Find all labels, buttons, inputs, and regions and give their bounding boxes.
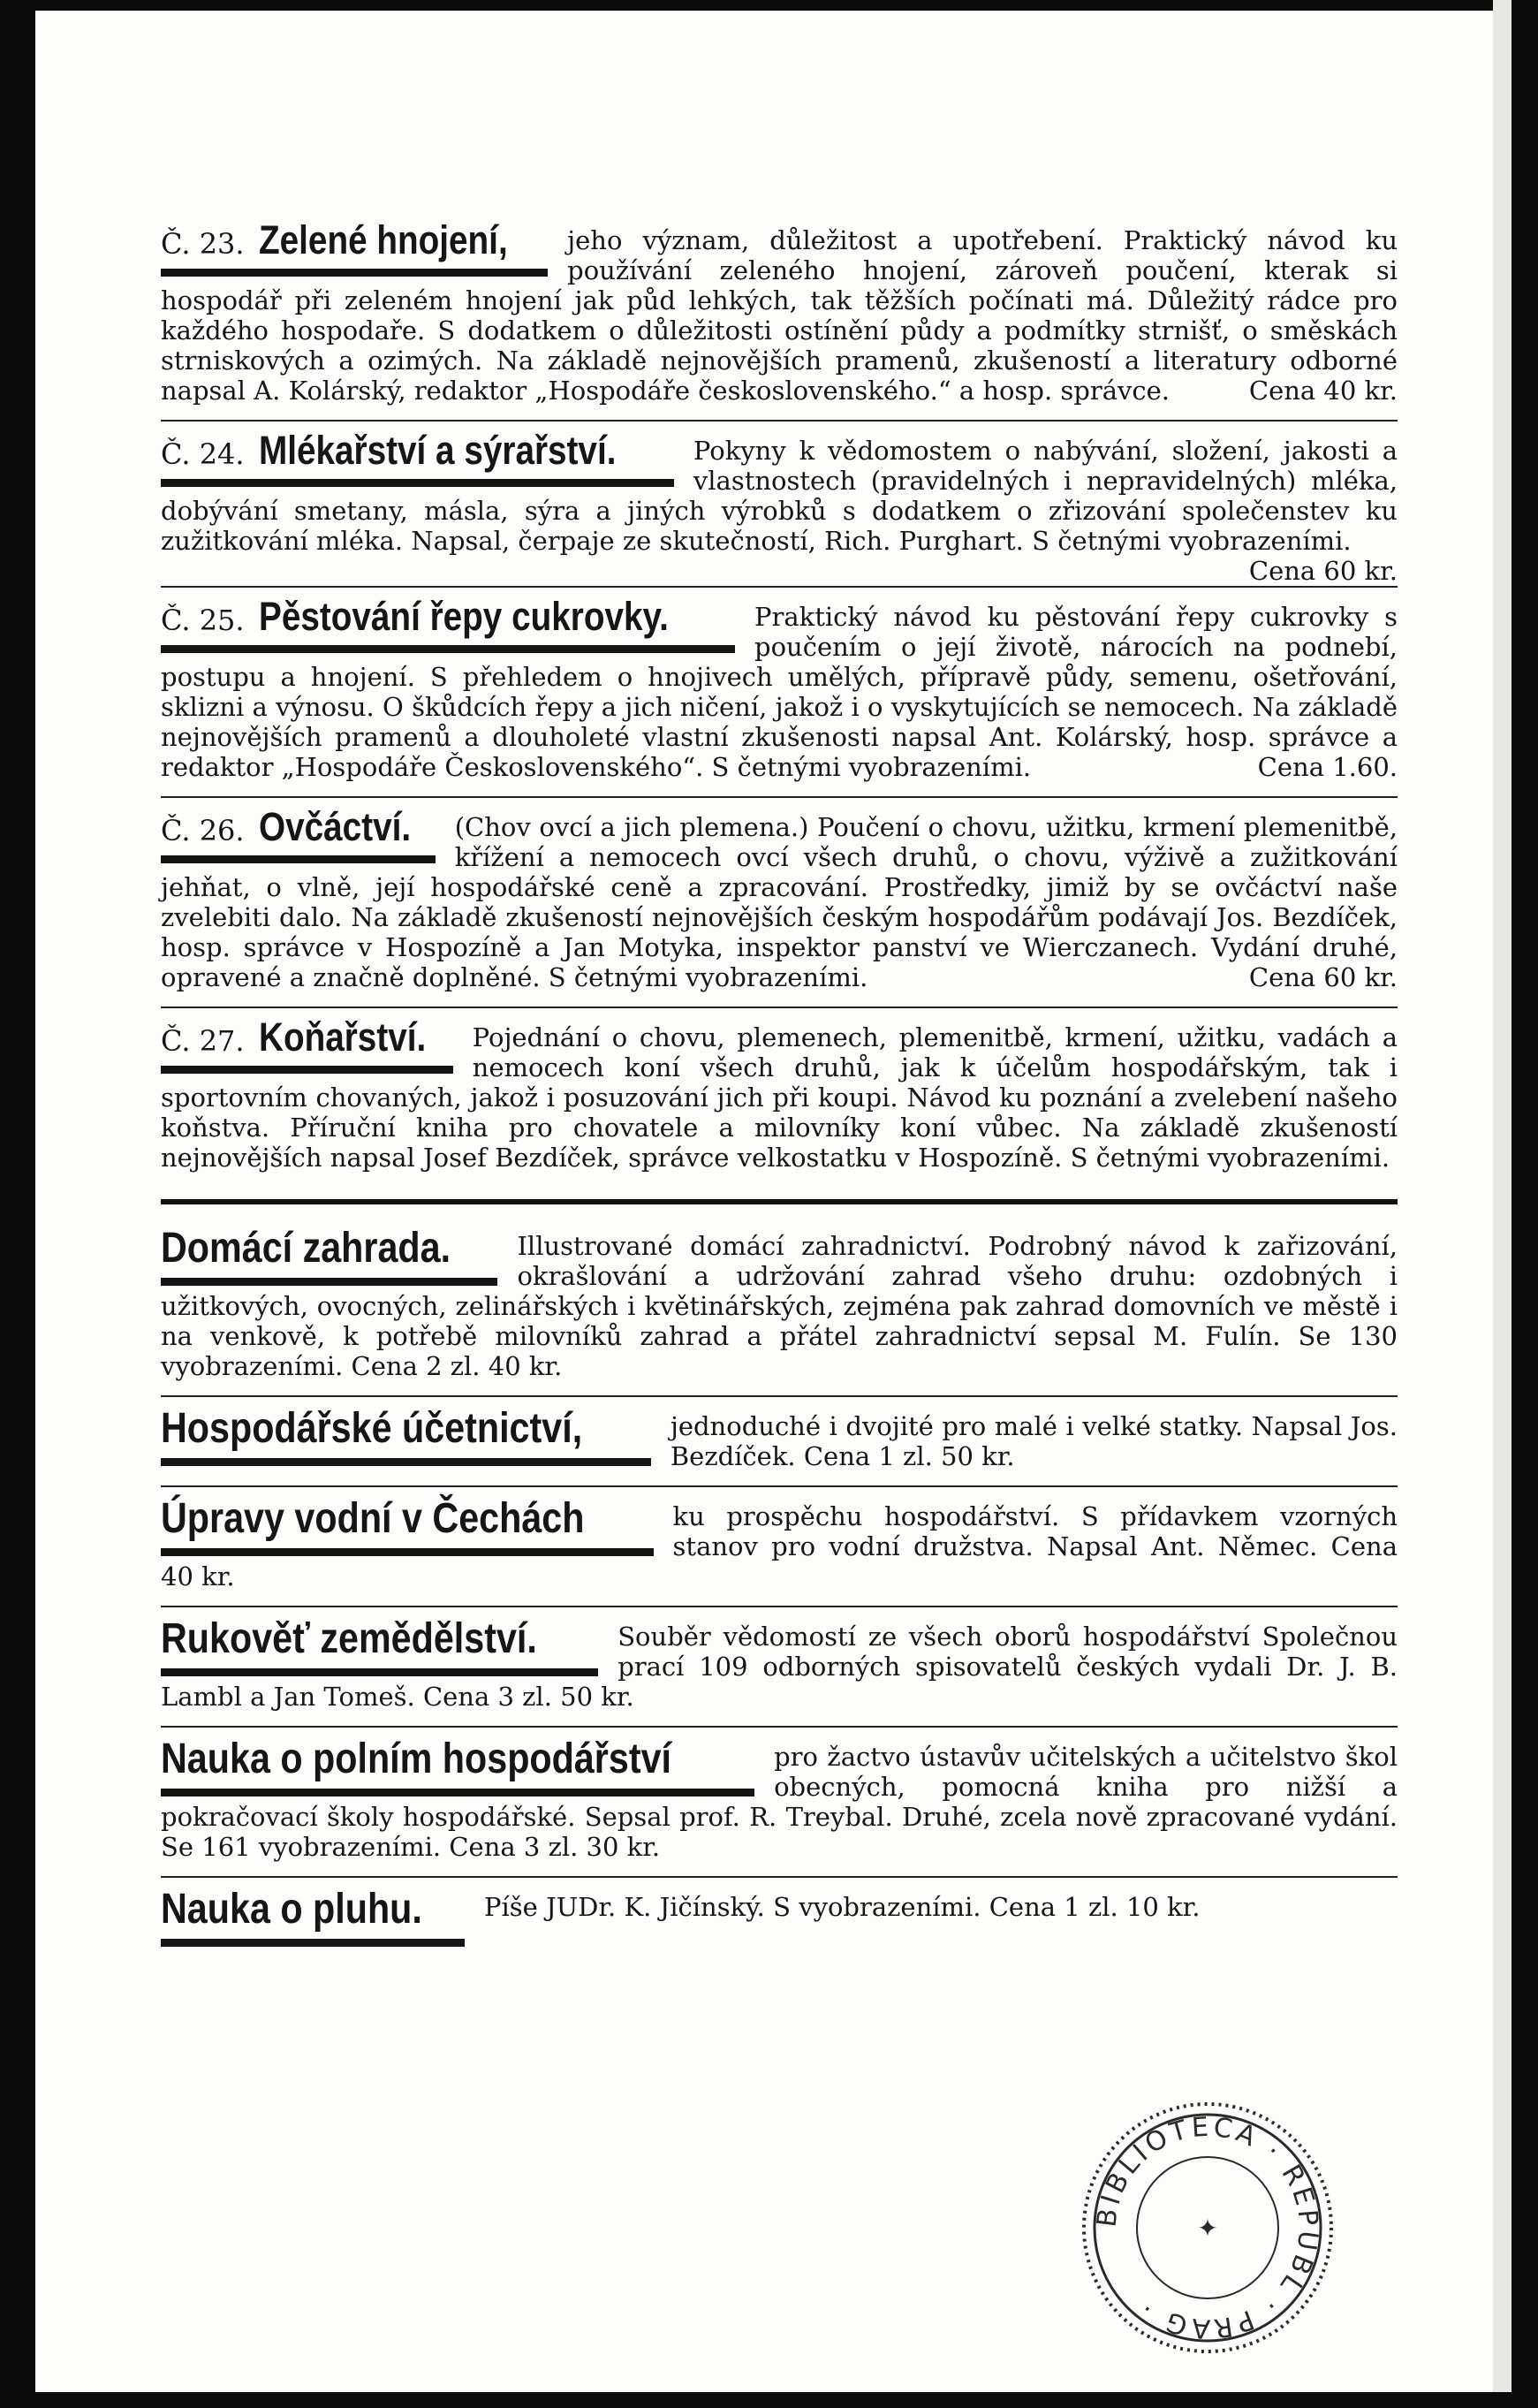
entry-price: Cena 60 kr. bbox=[1248, 962, 1398, 992]
book-text: Souběr vědomostí ze všech oborů hospodářství Společnou prací 109 odborných spisovatelů českých vydali Dr. J. B. Lambl a Jan Tomeš. Cena 3 zl. 50 kr. bbox=[161, 1622, 1398, 1712]
book-heading bbox=[161, 1225, 497, 1286]
entry-24 bbox=[161, 428, 1398, 586]
stamp-text: BIBLIOTECA · REPUBL · PRAG · bbox=[1091, 2111, 1324, 2344]
entry-price: Cena 60 kr. bbox=[1248, 556, 1398, 586]
entry-paragraph bbox=[161, 428, 1398, 586]
entry-title: Ovčáctví. bbox=[258, 804, 411, 849]
scan-border-right bbox=[1511, 0, 1538, 2408]
scan-border-left bbox=[0, 0, 35, 2408]
entry-23 bbox=[161, 217, 1398, 406]
entry-heading bbox=[161, 594, 735, 653]
library-stamp bbox=[1080, 2100, 1336, 2356]
book-rukovet-zemedelstvi bbox=[161, 1615, 1398, 1712]
book-text: pro žactvo ústavův učitelských a učitelstvo škol obecných, pomocná kniha pro nižší a pokračovací školy hospodářské. Sepsal prof. R. Treybal. Druhé, zcela nově zpracované vydání. Se 161 vyobrazeními. Cena 3 zl. 30 kr. bbox=[161, 1742, 1398, 1862]
book-domaci-zahrada bbox=[161, 1225, 1398, 1381]
book-heading bbox=[161, 1615, 598, 1676]
entry-number: Č. 27. bbox=[161, 1024, 245, 1058]
book-text: jednoduché i dvojité pro malé i velké statky. Napsal Jos. Bezdíček. Cena 1 zl. 50 kr. bbox=[670, 1411, 1398, 1471]
entry-25 bbox=[161, 594, 1398, 782]
entry-title: Mlékařství a sýrařství. bbox=[258, 428, 617, 473]
divider bbox=[161, 420, 1398, 422]
book-upravy-vodni bbox=[161, 1495, 1398, 1591]
divider bbox=[161, 796, 1398, 798]
book-title: Nauka o pluhu. bbox=[161, 1886, 422, 1933]
divider bbox=[161, 1395, 1398, 1397]
book-title: Hospodářské účetnictví, bbox=[161, 1405, 583, 1452]
entry-text: Praktický návod ku pěstování řepy cukrovky s poučením o její životě, nárocích na podnebí, postupu a hnojení. S přehledem o hnojivech umělých, přípravě půdy, semenu, ošetřování, sklizni a výnosu. O škůdcích řepy a jich ničení, jakož i o vyskytujících se nemocech. Na základě nejnovějších pramenů a dlouholeté vlastní zkušenosti napsal Ant. Kolárský, hosp. správce a redaktor „Hospodáře Československého“. S četnými vyobrazeními. bbox=[161, 602, 1398, 782]
entry-text: jeho význam, důležitost a upotřebení. Praktický návod ku používání zeleného hnojení, zároveň poučení, kterak si hospodář při zeleném hnojení jak půd lehkých, tak těžších počínati má. Důležitý rádce pro každého hospodaře. S dodatkem o důležitosti ostínění půdy a podmítky strnišť, o směskách strniskových a ozimých. Na základě nejnovějších pramenů, zkušeností a literatury odborné napsal A. Kolárský, redaktor „Hospodáře československého.“ a hosp. správce. bbox=[161, 225, 1398, 406]
book-title: Nauka o polním hospodářství bbox=[161, 1736, 672, 1782]
entry-title: Zelené hnojení, bbox=[258, 217, 508, 262]
book-title: Úpravy vodní v Čechách bbox=[161, 1495, 585, 1542]
book-heading bbox=[161, 1736, 754, 1797]
book-text: ku prospěchu hospodářství. S přídavkem vzorných stanov pro vodní družstva. Napsal Ant. Němec. Cena 40 kr. bbox=[161, 1501, 1398, 1591]
entry-text: Pokyny k vědomostem o nabývání, složení, jakosti a vlastnostech (pravidelných i nepravidelných) mléka, dobývání smetany, másla, sýra a jiných výrobků s dodatkem o zřizování společenstev ku zužitkování mléka. Napsal, čerpaje ze skutečností, Rich. Purghart. S četnými vyobrazeními. bbox=[161, 436, 1398, 556]
book-paragraph bbox=[161, 1225, 1398, 1381]
book-heading bbox=[161, 1405, 651, 1466]
divider bbox=[161, 1876, 1398, 1878]
entry-heading bbox=[161, 428, 674, 487]
entry-27 bbox=[161, 1014, 1398, 1173]
book-paragraph bbox=[161, 1886, 1398, 1933]
book-nauka-polni bbox=[161, 1736, 1398, 1862]
book-hospodarske-ucetnictvi bbox=[161, 1405, 1398, 1471]
book-paragraph bbox=[161, 1615, 1398, 1712]
entry-26 bbox=[161, 804, 1398, 992]
divider bbox=[161, 1006, 1398, 1008]
entry-text: (Chov ovcí a jich plemena.) Poučení o chovu, užitku, krmení plemenitbě, křížení a nemocech ovcí všech druhů, o chovu, výživě a zužitkování jehňat, o vlně, její hospodářské ceně a zpracování. Prostředky, jimiž by se ovčáctví naše zvelebiti dalo. Na základě zkušeností nejnovějších českým hospodářům podávají Jos. Bezdíček, hosp. správce v Hospozíně a Jan Motyka, inspektor panství ve Wierczanech. Vydání druhé, opravené a značně doplněné. S četnými vyobrazeními. bbox=[161, 812, 1398, 992]
divider bbox=[161, 1606, 1398, 1607]
book-heading bbox=[161, 1495, 654, 1556]
book-text: Illustrované domácí zahradnictví. Podrobný návod k zařizování, okrašlování a udržování zahrad všeho druhu: ozdobných i užitkových, ovocných, zelinářských i květinářských, zejména pak zahrad domovních ve městě i na venkově, k potřebě milovníků zahrad a přátel zahradnictví sepsal M. Fulín. Se 130 vyobrazeními. Cena 2 zl. 40 kr. bbox=[161, 1231, 1398, 1381]
catalog-page bbox=[161, 217, 1398, 1947]
entry-title: Pěstování řepy cukrovky. bbox=[258, 594, 669, 639]
entry-heading bbox=[161, 804, 436, 863]
book-nauka-pluhu bbox=[161, 1886, 1398, 1933]
divider bbox=[161, 1726, 1398, 1728]
stamp-star: ✦ bbox=[1197, 2214, 1218, 2243]
book-heading bbox=[161, 1886, 465, 1947]
divider bbox=[161, 1485, 1398, 1487]
entry-paragraph bbox=[161, 594, 1398, 782]
entry-number: Č. 24. bbox=[161, 437, 245, 471]
entry-title: Koňařství. bbox=[258, 1014, 426, 1060]
book-title: Rukověť zemědělství. bbox=[161, 1615, 537, 1662]
divider bbox=[161, 586, 1398, 588]
entry-heading bbox=[161, 1014, 453, 1074]
book-paragraph bbox=[161, 1736, 1398, 1862]
book-paragraph bbox=[161, 1405, 1398, 1471]
entry-paragraph bbox=[161, 217, 1398, 406]
entry-paragraph bbox=[161, 804, 1398, 992]
scan-border-top bbox=[0, 0, 1538, 11]
book-paragraph bbox=[161, 1495, 1398, 1591]
section-divider bbox=[161, 1199, 1398, 1204]
entry-number: Č. 25. bbox=[161, 604, 245, 637]
entry-price: Cena 40 kr. bbox=[1248, 376, 1398, 406]
paper-edge bbox=[1493, 0, 1511, 2408]
entry-paragraph bbox=[161, 1014, 1398, 1173]
book-title: Domácí zahrada. bbox=[161, 1225, 451, 1272]
entry-heading bbox=[161, 217, 548, 277]
entry-number: Č. 23. bbox=[161, 227, 245, 261]
entry-price: Cena 1.60. bbox=[1257, 752, 1398, 782]
scan-border-bottom bbox=[0, 2392, 1538, 2408]
entry-text: Pojednání o chovu, plemenech, plemenitbě, krmení, užitku, vadách a nemocech koní všech druhů, jak k účelům hospodářským, tak i sportovním chovaných, jakož i posuzování jich při koupi. Návod ku poznání a zvelebení našeho koňstva. Příruční kniha pro chovatele a milovníky koní vůbec. Na základě zkušeností nejnovějších napsal Josef Bezdíček, správce velkostatku v Hospozíně. S četnými vyobrazeními. bbox=[161, 1022, 1398, 1173]
book-text: Píše JUDr. K. Jičínský. S vyobrazeními. Cena 1 zl. 10 kr. bbox=[484, 1892, 1201, 1922]
entry-number: Č. 26. bbox=[161, 814, 245, 847]
